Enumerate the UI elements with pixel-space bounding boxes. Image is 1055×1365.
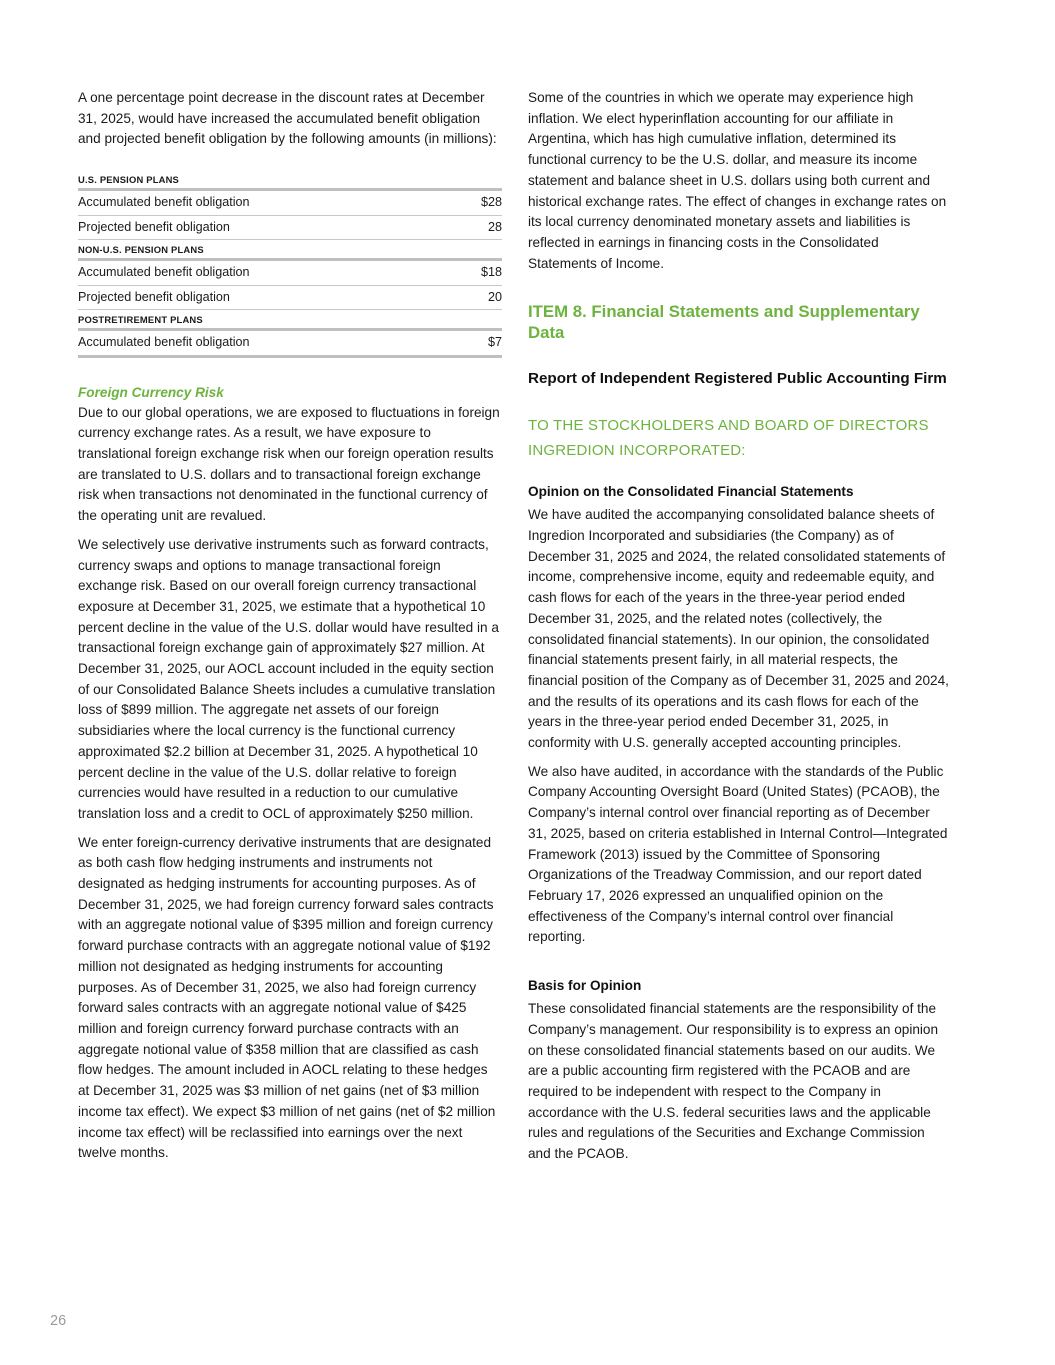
fx-paragraph-3: We enter foreign-currency derivative instruments that are designated as both cash flow hedging instruments and instruments not designated as hedging instruments for accounting purposes. As of December 31, 2025, we had foreign currency forward sales contracts with an aggregate notional value of $395 million and foreign currency forward purchase contracts with an aggregate notional value of $192 million not designated as hedging instruments for accounting purposes. As of December 31, 2025, we also had foreign currency forward sales contracts with an aggregate notional value of $425 million and foreign currency forward purchase contracts with an aggregate notional value of $358 million that are classified as cash flow hedges. The amount included in AOCL relating to these hedges at December 31, 2025 was $3 million of net gains (net of $3 million income tax effect). We expect $3 million of net gains (net of $2 million income tax effect) will be reclassified into earnings over the next twelve months. bbox=[78, 834, 496, 1161]
discount-rate-intro: A one percentage point decrease in the discount rates at December 31, 2025, would have increased the accumulated benefit obligation and projected benefit obligation by the following amounts (in millions): bbox=[78, 90, 497, 147]
opinion-paragraph-2: We also have audited, in accordance with the standards of the Public Company Accounting Oversight Board (United States) (PCAOB), the Company’s internal control over financial reporting as of December 31, 2025, based on criteria established in Internal Control—Integrated Framework (2013) issued by the Committee of Sponsoring Organizations of the Treadway Commission, and our report dated February 17, 2026 expressed an unqualified opinion on the effectiveness of the Company’s internal control over financial reporting. bbox=[528, 763, 948, 945]
us-pension-plans-header: U.S. PENSION PLANS bbox=[78, 172, 502, 191]
addressee bbox=[528, 414, 950, 463]
addressee-line-1: TO THE STOCKHOLDERS AND BOARD OF DIRECTORS bbox=[528, 417, 929, 435]
basis-paragraph: These consolidated financial statements are the responsibility of the Company’s management. Our responsibility is to express an opinion on these consolidated financial statements based on our audits. We are a public accounting firm registered with the PCAOB and are required to be independent with respect to the Company in accordance with the U.S. federal securities laws and the applicable rules and regulations of the Securities and Exchange Commission and the PCAOB. bbox=[528, 1001, 939, 1162]
inflation-paragraph: Some of the countries in which we operate may experience high inflation. We elect hyperinflation accounting for our affiliate in Argentina, which has high cumulative inflation, determined its functional currency to be the U.S. dollar, and measure its income statement and balance sheet in U.S. dollars using both current and historical exchange rates. The effect of changes in exchange rates on its local currency denominated monetary assets and liabilities is reflected in earnings in financing costs in the Consolidated Statements of Income. bbox=[528, 90, 947, 271]
fx-paragraph-1: Due to our global operations, we are exposed to fluctuations in foreign currency exchange rates. As a result, we have exposure to translational foreign exchange risk when our foreign operation results are translated to U.S. dollars and to transactional foreign exchange risk when transactions not denominated in the functional currency of the operating unit are revalued. bbox=[78, 404, 500, 524]
opinion-heading: Opinion on the Consolidated Financial Statements bbox=[528, 484, 854, 500]
addressee-line-2: INGREDION INCORPORATED: bbox=[528, 441, 746, 459]
right-column bbox=[528, 88, 950, 1165]
table-row bbox=[78, 261, 502, 286]
table-row bbox=[78, 216, 502, 240]
item-8-heading: ITEM 8. Financial Statements and Supplementary Data bbox=[528, 302, 920, 343]
table-row bbox=[78, 191, 502, 216]
row-value: $28 bbox=[480, 195, 502, 210]
row-label: Projected benefit obligation bbox=[78, 289, 230, 304]
report-title: Report of Independent Registered Public Accounting Firm bbox=[528, 370, 947, 388]
row-label: Accumulated benefit obligation bbox=[78, 335, 250, 350]
row-value: $18 bbox=[480, 265, 502, 280]
table-row bbox=[78, 331, 502, 358]
non-us-pension-plans-header: NON-U.S. PENSION PLANS bbox=[78, 242, 502, 261]
row-label: Projected benefit obligation bbox=[78, 219, 230, 234]
opinion-paragraph-1: We have audited the accompanying consolidated balance sheets of Ingredion Incorporated and subsidiaries (the Company) as of December 31, 2025 and 2024, the related consolidated statements of income, comprehensive income, equity and redeemable equity, and cash flows for each of the years in the three-year period ended December 31, 2025, and the related notes (collectively, the consolidated financial statements). In our opinion, the consolidated financial statements present fairly, in all material respects, the financial position of the Company as of December 31, 2025 and 2024, and the results of its operations and its cash flows for each of the years in the three-year period ended December 31, 2025, in conformity with U.S. generally accepted accounting principles. bbox=[528, 507, 949, 751]
table-row bbox=[78, 286, 502, 310]
fx-paragraph-2: We selectively use derivative instruments such as forward contracts, currency swaps and options to manage transactional foreign exchange risk. Based on our overall foreign currency transactional exposure at December 31, 2025, we estimate that a hypothetical 10 percent decline in the value of the U.S. dollar would have resulted in a transactional foreign exchange gain of approximately $27 million. At December 31, 2025, our AOCL account included in the equity section of our Consolidated Balance Sheets includes a cumulative translation loss of $899 million. The aggregate net assets of our foreign subsidiaries where the local currency is the functional currency approximated $2.2 billion at December 31, 2025. A hypothetical 10 percent decline in the value of the U.S. dollar relative to foreign currencies would have resulted in a reduction to our cumulative translation loss and a credit to OCL of approximately $250 million. bbox=[78, 536, 499, 821]
foreign-currency-risk-heading: Foreign Currency Risk bbox=[78, 384, 224, 400]
basis-for-opinion-heading: Basis for Opinion bbox=[528, 978, 642, 994]
row-value: 20 bbox=[487, 289, 502, 304]
sensitivity-table bbox=[78, 172, 502, 358]
row-label: Accumulated benefit obligation bbox=[78, 265, 250, 280]
row-label: Accumulated benefit obligation bbox=[78, 195, 250, 210]
postretirement-plans-header: POSTRETIREMENT PLANS bbox=[78, 312, 502, 331]
row-value: $7 bbox=[487, 335, 502, 350]
page-number: 26 bbox=[50, 1313, 67, 1329]
left-column bbox=[78, 88, 502, 1164]
row-value: 28 bbox=[487, 219, 502, 234]
